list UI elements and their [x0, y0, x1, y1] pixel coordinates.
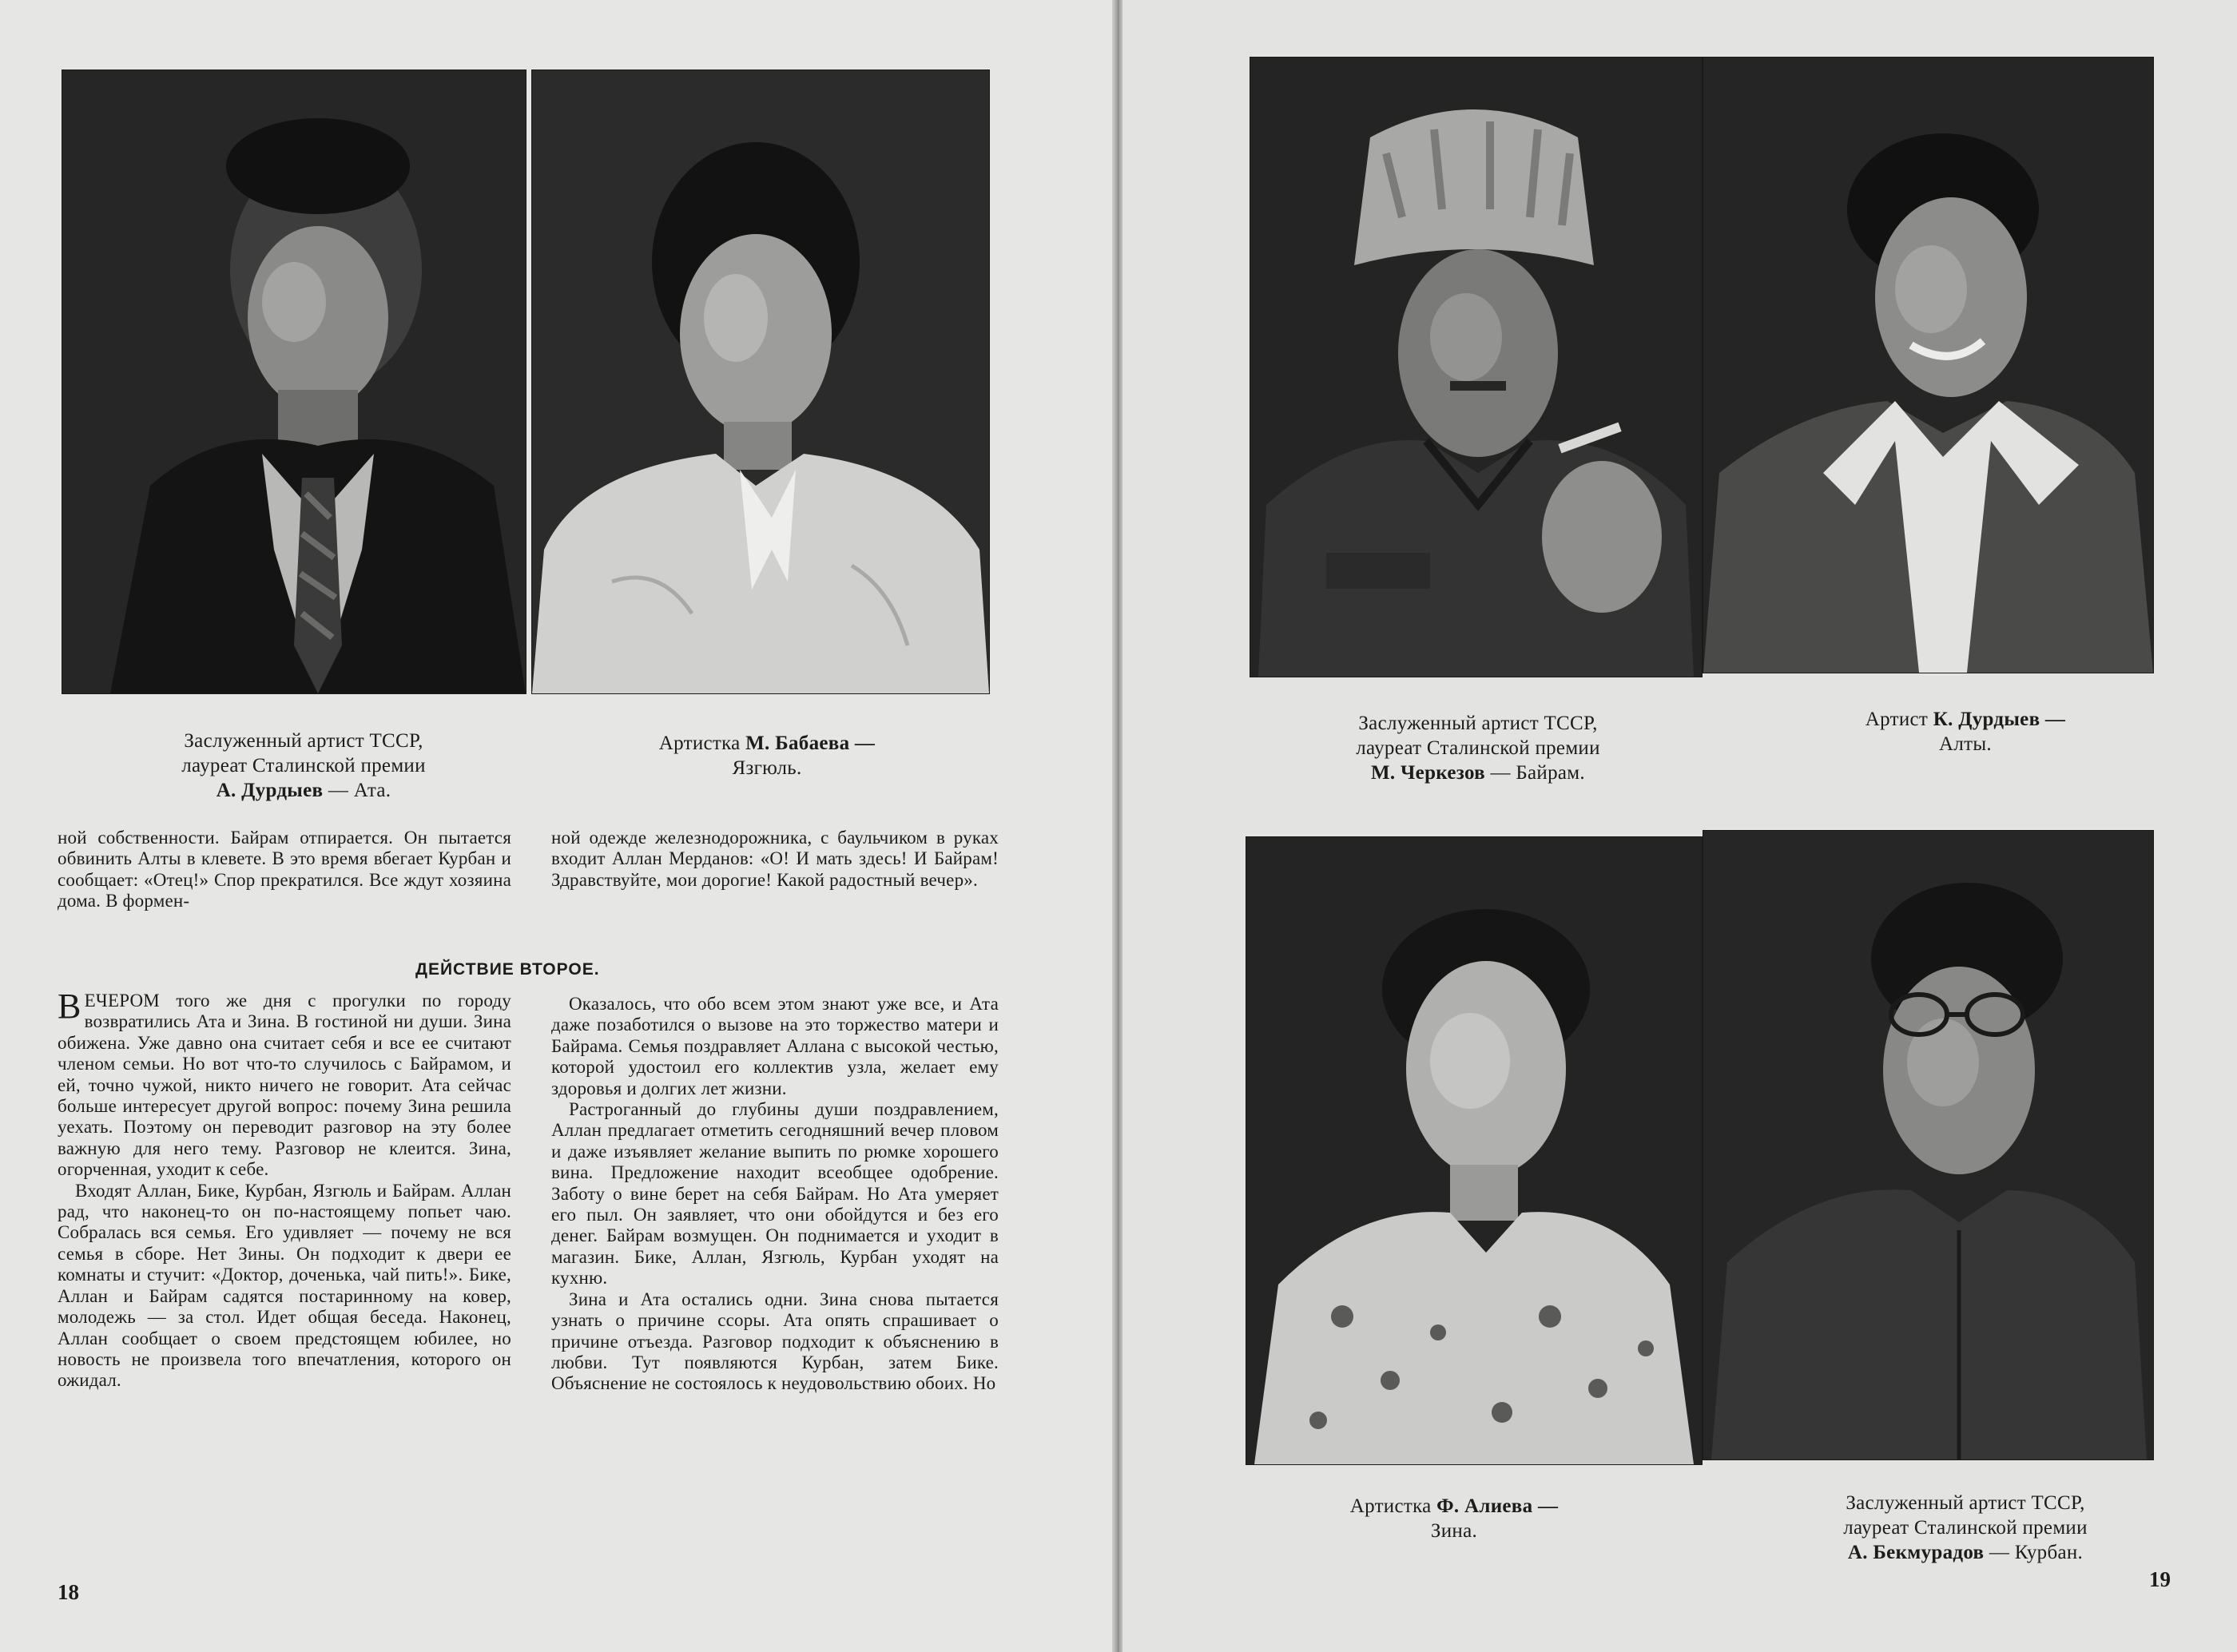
- caption-award-line: лауреат Сталинской премии: [181, 755, 426, 776]
- portrait-woman-floral-dress: [1246, 837, 1702, 1464]
- portrait-man-suit: [62, 70, 526, 693]
- caption-f-alieva: [1286, 1494, 1622, 1543]
- caption-name-line: [1262, 760, 1694, 785]
- caption-title-word: Артистка: [658, 733, 741, 754]
- caption-title-word: Артист: [1865, 709, 1929, 730]
- photo-a-durdyev-ata: [62, 70, 526, 693]
- portrait-man-fur-hat: [1250, 58, 1702, 677]
- caption-name-line: [80, 778, 527, 803]
- paragraph-text: ЕЧЕРОМ того же дня с прогулки по городу возвратились Ата и Зина. В гостиной ни души. Зина обижена. Уже давно она считает себя и все ее считают членом семьи. Но вот что-то случилось с Байрамом, и ей, точно чужой, никто ничего не говорит. Ата сейчас больше интересует другой вопрос: почему Зина решила уехать. Поэтому он переводит разговор на эту более важную для него тему. Разговор не клеится. Зина, огорченная, уходит к себе.: [58, 991, 511, 1180]
- column-2-top: [551, 828, 999, 891]
- photo-m-babaeva-yazgyul: [532, 70, 989, 693]
- role-name: — Ата.: [328, 780, 391, 801]
- paragraph: ной собственности. Байрам отпирается. Он пытается обвинить Алты в клевете. В это время вбегает Курбан и сообщает: «Отец!» Спор прекратился. Все ждут хозяина дома. В формен-: [58, 828, 511, 911]
- caption-title-line: Заслуженный артист ТССР,: [1358, 713, 1598, 734]
- paragraph: Оказалось, что обо всем этом знают уже все, и Ата даже позаботился о вызове на это торжество матери и Байрама. Семья поздравляет Аллана с высокой честью, которой удостоил его коллектив узла, желает ему здоровья и долгих лет жизни.: [551, 994, 999, 1098]
- column-1-top: [58, 828, 511, 912]
- caption-award-line: лауреат Сталинской премии: [1843, 1517, 2088, 1539]
- caption-k-durdyev: [1798, 707, 2133, 757]
- actor-name: К. Дурдыев —: [1933, 709, 2066, 730]
- photo-m-cherkezov-bayram: [1250, 58, 1702, 677]
- act-two-heading: ДЕЙСТВИЕ ВТОРОЕ.: [415, 960, 600, 979]
- caption-name-line: [1798, 707, 2133, 732]
- photo-f-alieva-zina: [1246, 837, 1702, 1464]
- role-name: Зина.: [1430, 1520, 1478, 1542]
- paragraph: Растроганный до глубины души поздравлением, Аллан предлагает отметить сегодняшний вечер пловом и даже изъявляет желание выпить по рюмке хорошего вина. Предложение находит всеобщее одобрение. Заботу о вине берет на себя Байрам. Но Ата умеряет его пыл. Он заявляет, что они обойдутся и без его денег. Байрам возмущен. Он поднимается и уходит в магазин. Бике, Аллан, Язгюль, Курбан уходят на кухню.: [551, 1099, 999, 1289]
- caption-title-word: Артистка: [1349, 1495, 1432, 1517]
- actor-name: А. Дурдыев: [216, 780, 324, 801]
- page-number-right: 19: [2149, 1567, 2171, 1591]
- caption-title-line: Заслуженный артист ТССР,: [184, 730, 423, 752]
- caption-name-line: [559, 731, 975, 756]
- caption-a-bekmuradov: [1758, 1491, 2173, 1565]
- role-name: Язгюль.: [732, 757, 802, 779]
- paragraph: Входят Аллан, Бике, Курбан, Язгюль и Байрам. Аллан рад, что наконец-то он по-настоящему попьет чаю. Собралась вся семья. Его удивляет — почему не вся семья в сборе. Нет Зины. Он подходит к двери ее комнаты и стучит: «Доктор, доченька, чай пить!». Бике, Аллан и Байрам садятся постаринному на ковер, молодежь — за стол. Идет общая беседа. Наконец, Аллан сообщает о своем предстоящем юбилее, но новость не произвела того впечатления, которого он ожидал.: [58, 1180, 511, 1391]
- actor-name: М. Черкезов: [1371, 762, 1485, 784]
- caption-m-babaeva: [559, 731, 975, 780]
- right-page: [1122, 0, 2237, 1652]
- column-2-body: [551, 994, 999, 1395]
- portrait-woman-blouse: [532, 70, 989, 693]
- drop-cap: В: [58, 987, 81, 1026]
- photo-k-durdyev-alty: [1703, 58, 2153, 673]
- caption-name-line: [1286, 1494, 1622, 1519]
- paragraph: ной одежде железнодорожника, с баульчиком в руках входит Аллан Мерданов: «О! И мать здесь! И Байрам! Здравствуйте, мои дорогие! Какой радостный вечер».: [551, 828, 999, 890]
- page-number-left: 18: [58, 1580, 79, 1604]
- caption-a-durdyev: [80, 729, 527, 803]
- role-name: — Байрам.: [1490, 762, 1585, 784]
- caption-m-cherkezov: [1262, 711, 1694, 785]
- column-1-body: [58, 987, 511, 1392]
- caption-name-line: [1758, 1540, 2173, 1565]
- actor-name: М. Бабаева —: [745, 733, 876, 754]
- caption-title-line: Заслуженный артист ТССР,: [1846, 1492, 2085, 1514]
- photo-a-bekmuradov-kurban: [1703, 831, 2153, 1459]
- portrait-man-glasses: [1703, 831, 2153, 1459]
- role-name: — Курбан.: [1989, 1542, 2084, 1563]
- role-name: Алты.: [1938, 733, 1992, 755]
- actor-name: Ф. Алиева —: [1436, 1495, 1559, 1517]
- paragraph: Зина и Ата остались одни. Зина снова пытается узнать о причине ссоры. Ата опять спрашивает о причине отъезда. Разговор подходит к объяснению в любви. Тут появляются Курбан, затем Бике. Объяснение не состоялось к неудовольствию обоих. Но: [551, 1289, 999, 1394]
- paragraph-opening: [58, 987, 511, 1181]
- actor-name: А. Бекмурадов: [1847, 1542, 1985, 1563]
- caption-award-line: лауреат Сталинской премии: [1356, 737, 1600, 759]
- portrait-man-open-collar: [1703, 58, 2153, 673]
- left-page: [0, 0, 1115, 1652]
